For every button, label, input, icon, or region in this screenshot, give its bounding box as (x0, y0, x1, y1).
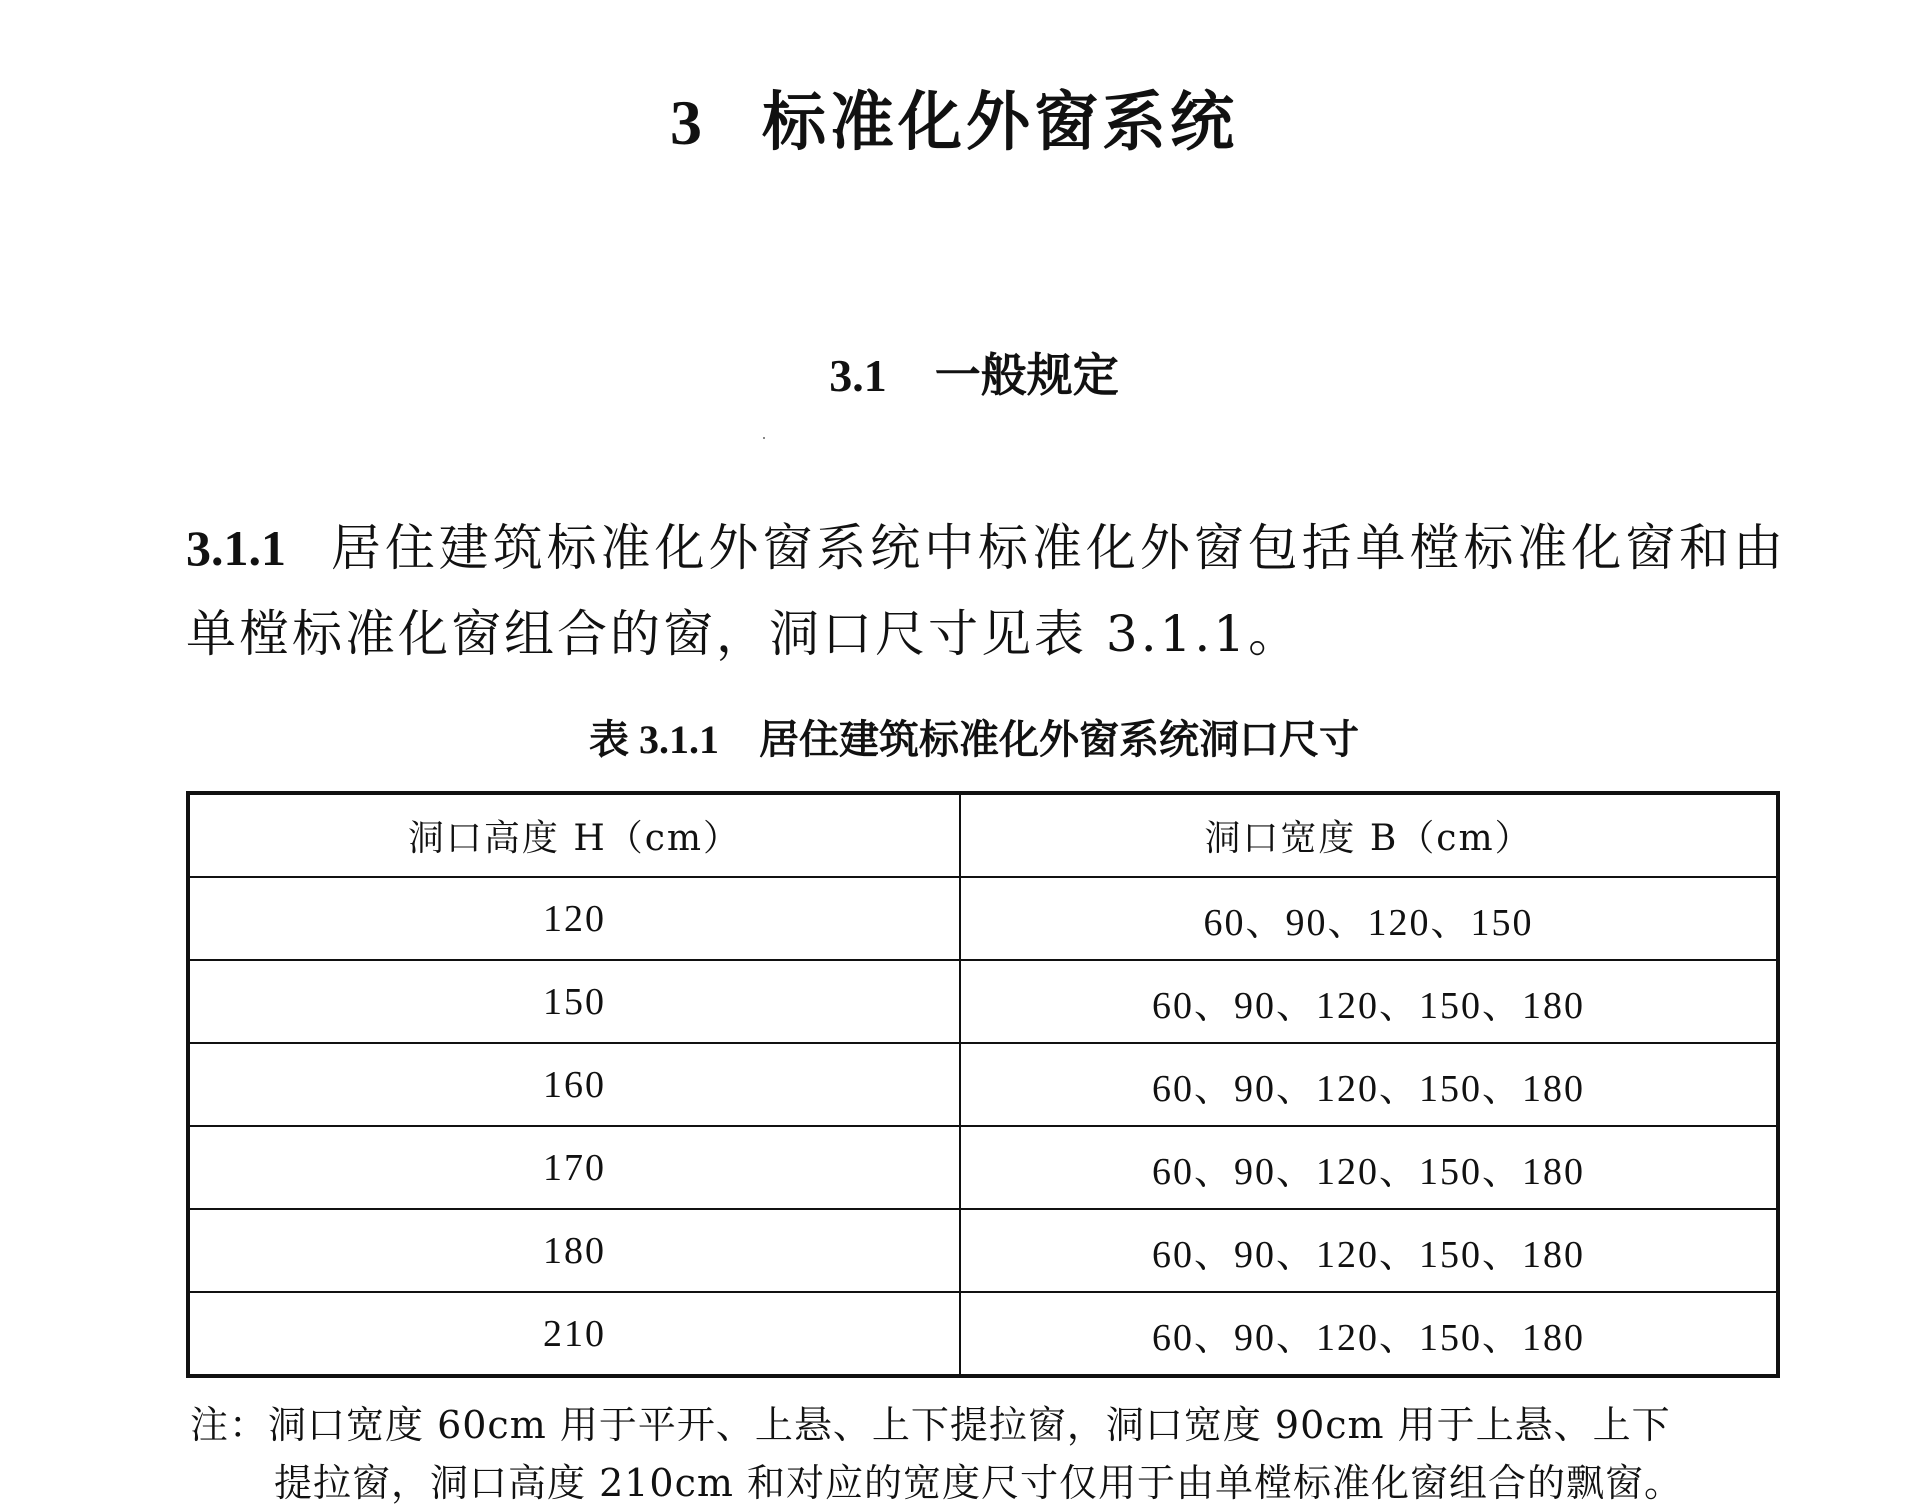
table-note (190, 1396, 1790, 1512)
chapter-title (0, 78, 1908, 168)
cell-height: 170 (188, 1126, 960, 1209)
section-title-text: 一般规定 (934, 348, 1119, 402)
header-opening-height: 洞口高度 H（cm） (188, 793, 960, 877)
section-number: 3.1 (829, 350, 887, 401)
cell-widths: 60、90、120、150 (960, 877, 1778, 960)
note-line-2: 提拉窗，洞口高度 210cm 和对应的宽度尺寸仅用于由单樘标准化窗组合的飘窗。 (274, 1461, 1684, 1505)
section-title (0, 340, 1908, 411)
chapter-title-text: 标准化外窗系统 (762, 86, 1238, 160)
cell-height: 150 (188, 960, 960, 1043)
clause-paragraph (186, 505, 1786, 677)
cell-widths: 60、90、120、150、180 (960, 1126, 1778, 1209)
table-caption-title: 居住建筑标准化外窗系统洞口尺寸 (759, 717, 1359, 763)
opening-dimensions-table (186, 791, 1780, 1378)
table-row (188, 1043, 1778, 1126)
cell-height: 180 (188, 1209, 960, 1292)
table-row (188, 1209, 1778, 1292)
table-caption (0, 712, 1908, 768)
cell-height: 160 (188, 1043, 960, 1126)
chapter-number: 3 (670, 87, 706, 158)
table-header-row (188, 793, 1778, 877)
table-row (188, 1292, 1778, 1376)
cell-height: 120 (188, 877, 960, 960)
table-row (188, 960, 1778, 1043)
note-line-1: 注：洞口宽度 60cm 用于平开、上悬、上下提拉窗，洞口宽度 90cm 用于上悬、上下 (190, 1403, 1671, 1447)
scan-speck (763, 437, 765, 439)
table-caption-number: 表 3.1.1 (589, 717, 719, 762)
cell-widths: 60、90、120、150、180 (960, 1209, 1778, 1292)
cell-widths: 60、90、120、150、180 (960, 960, 1778, 1043)
table-row (188, 1126, 1778, 1209)
cell-height: 210 (188, 1292, 960, 1376)
table-row (188, 877, 1778, 960)
cell-widths: 60、90、120、150、180 (960, 1292, 1778, 1376)
cell-widths: 60、90、120、150、180 (960, 1043, 1778, 1126)
header-opening-width: 洞口宽度 B（cm） (960, 793, 1778, 877)
clause-number: 3.1.1 (186, 520, 286, 576)
clause-text: 居住建筑标准化外窗系统中标准化外窗包括单樘标准化窗和由单樘标准化窗组合的窗，洞口尺寸见表 3.1.1。 (186, 519, 1786, 663)
